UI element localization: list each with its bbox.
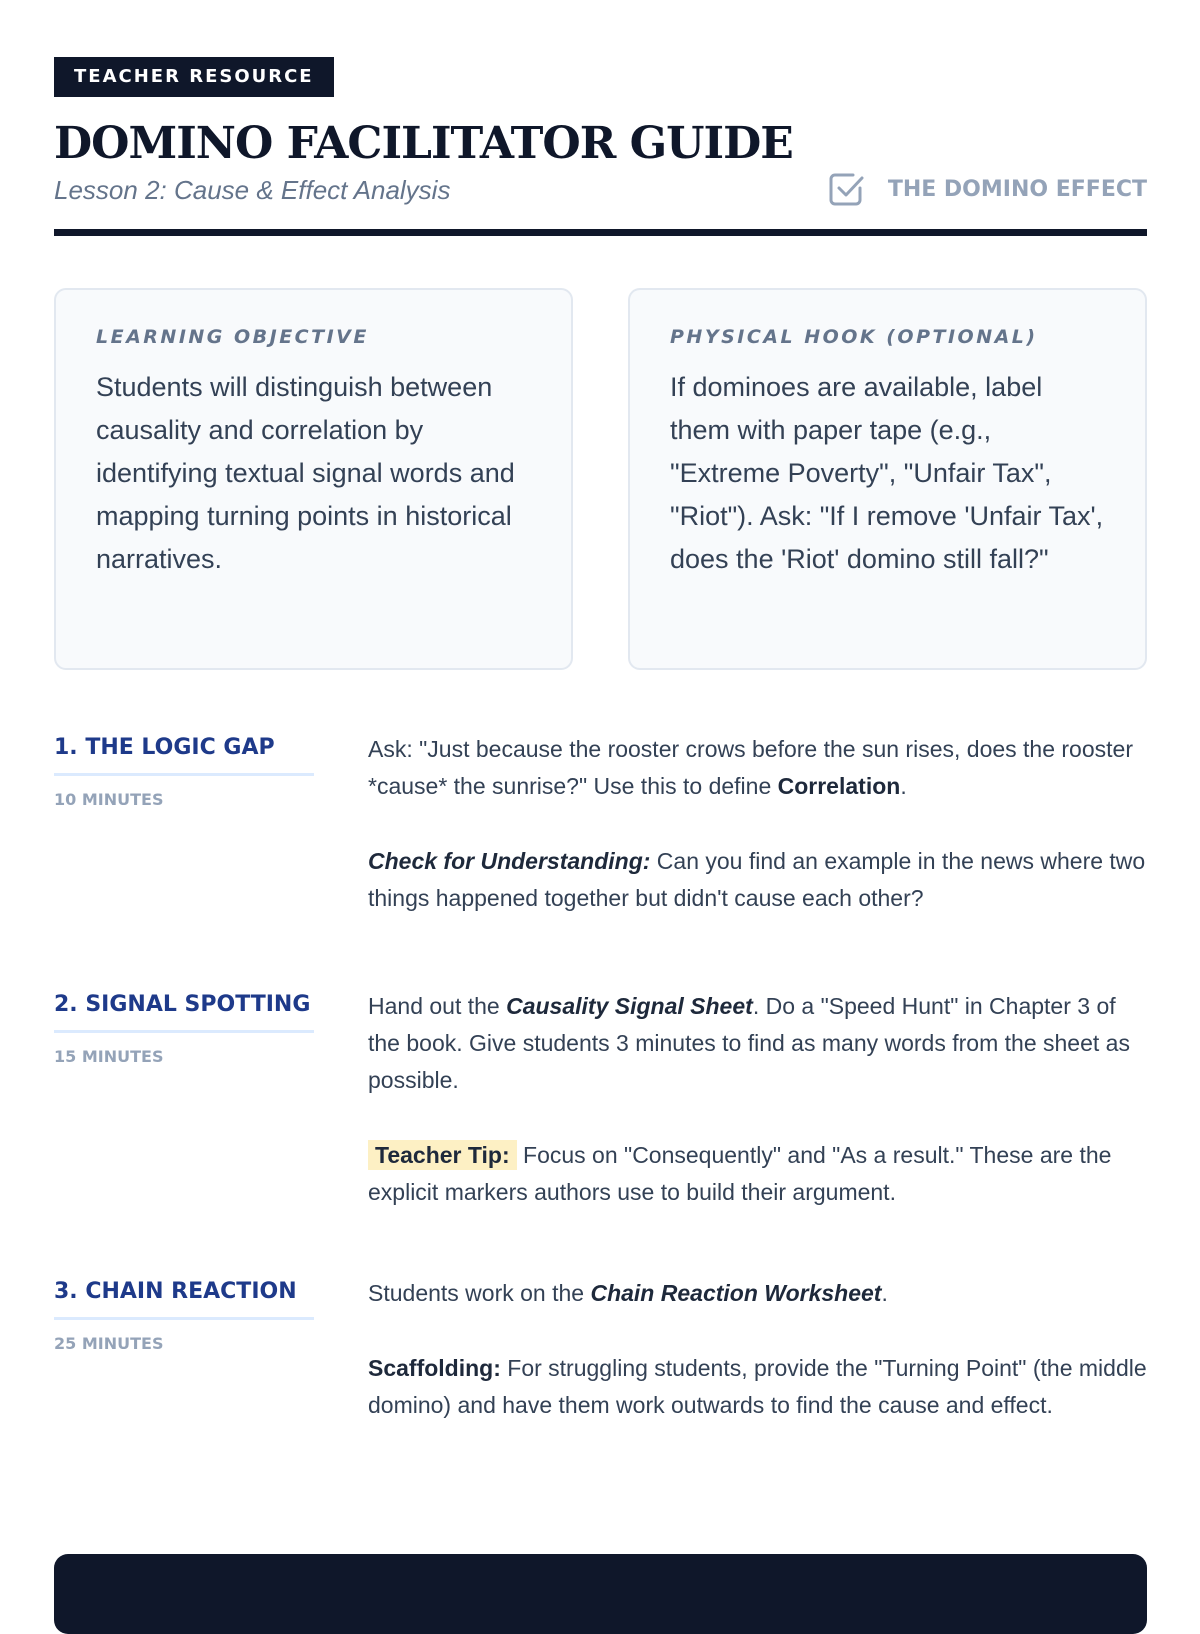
checkbox-check-icon [826, 169, 866, 209]
paragraph-text: Students work on the [368, 1280, 591, 1306]
section-paragraph [368, 1350, 1148, 1424]
section-content [368, 988, 1148, 1211]
info-cards [54, 288, 1147, 670]
section-meta [54, 989, 314, 1066]
lesson-subtitle: Lesson 2: Cause & Effect Analysis [54, 175, 451, 205]
brand-mark [826, 169, 1147, 209]
paragraph-text: Can you find an example in the news where two things happened together but didn't cause each other? [368, 848, 1146, 911]
paragraph-text: . [900, 773, 907, 799]
section-content [368, 1275, 1148, 1424]
section-paragraph [368, 843, 1148, 917]
header-divider [54, 229, 1147, 236]
facilitator-guide-page [54, 57, 1147, 670]
section-duration: 25 MINUTES [54, 1334, 164, 1353]
section-meta [54, 732, 314, 809]
section-title: 3. CHAIN REACTION [54, 1276, 314, 1320]
footer-panel [54, 1554, 1147, 1634]
paragraph-text: For struggling students, provide the "Turning Point" (the middle domino) and have them work outwards to find the cause and effect. [368, 1355, 1147, 1418]
subtitle-row [54, 173, 1147, 213]
section-meta [54, 1276, 314, 1353]
card-heading: PHYSICAL HOOK (OPTIONAL) [670, 326, 1038, 348]
section-paragraph [368, 988, 1148, 1099]
section-duration: 15 MINUTES [54, 1047, 164, 1066]
section-title: 2. SIGNAL SPOTTING [54, 989, 314, 1033]
resource-name: Chain Reaction Worksheet [590, 1280, 882, 1306]
page-title: DOMINO FACILITATOR GUIDE [54, 118, 793, 169]
section-paragraph [368, 731, 1148, 805]
card-body: Students will distinguish between causality and correlation by identifying textual signal words and mapping turning points in historical narratives. [96, 372, 515, 574]
card-body: If dominoes are available, label them with paper tape (e.g., "Extreme Poverty", "Unfair Tax", "Riot"). Ask: "If I remove 'Unfair Tax', does the 'Riot' domino still fall?" [670, 372, 1104, 574]
key-term: Correlation [777, 773, 901, 799]
section-duration: 10 MINUTES [54, 790, 164, 809]
paragraph-text: Hand out the [368, 993, 507, 1019]
brand-label: THE DOMINO EFFECT [887, 176, 1147, 202]
learning-objective-card [54, 288, 573, 670]
section-title: 1. THE LOGIC GAP [54, 732, 314, 776]
paragraph-text: . [881, 1280, 888, 1306]
callout-label: Check for Understanding: [368, 848, 651, 874]
card-heading: LEARNING OBJECTIVE [96, 326, 369, 348]
teacher-tip-badge: Teacher Tip: [368, 1140, 517, 1170]
paragraph-text: . Do a "Speed Hunt" in Chapter 3 of the book. Give students 3 minutes to find as many words from the sheet as possible. [368, 993, 1130, 1093]
resource-name: Causality Signal Sheet [506, 993, 753, 1019]
section-paragraph [368, 1275, 1148, 1312]
section-paragraph [368, 1137, 1148, 1211]
callout-label: Scaffolding: [368, 1355, 501, 1381]
physical-hook-card [628, 288, 1147, 670]
resource-tag: TEACHER RESOURCE [54, 57, 334, 97]
paragraph-text: Ask: "Just because the rooster crows before the sun rises, does the rooster *cause* the sunrise?" Use this to define [368, 736, 1133, 799]
section-content [368, 731, 1148, 917]
paragraph-text: Focus on "Consequently" and "As a result." These are the explicit markers authors use to build their argument. [368, 1142, 1112, 1205]
